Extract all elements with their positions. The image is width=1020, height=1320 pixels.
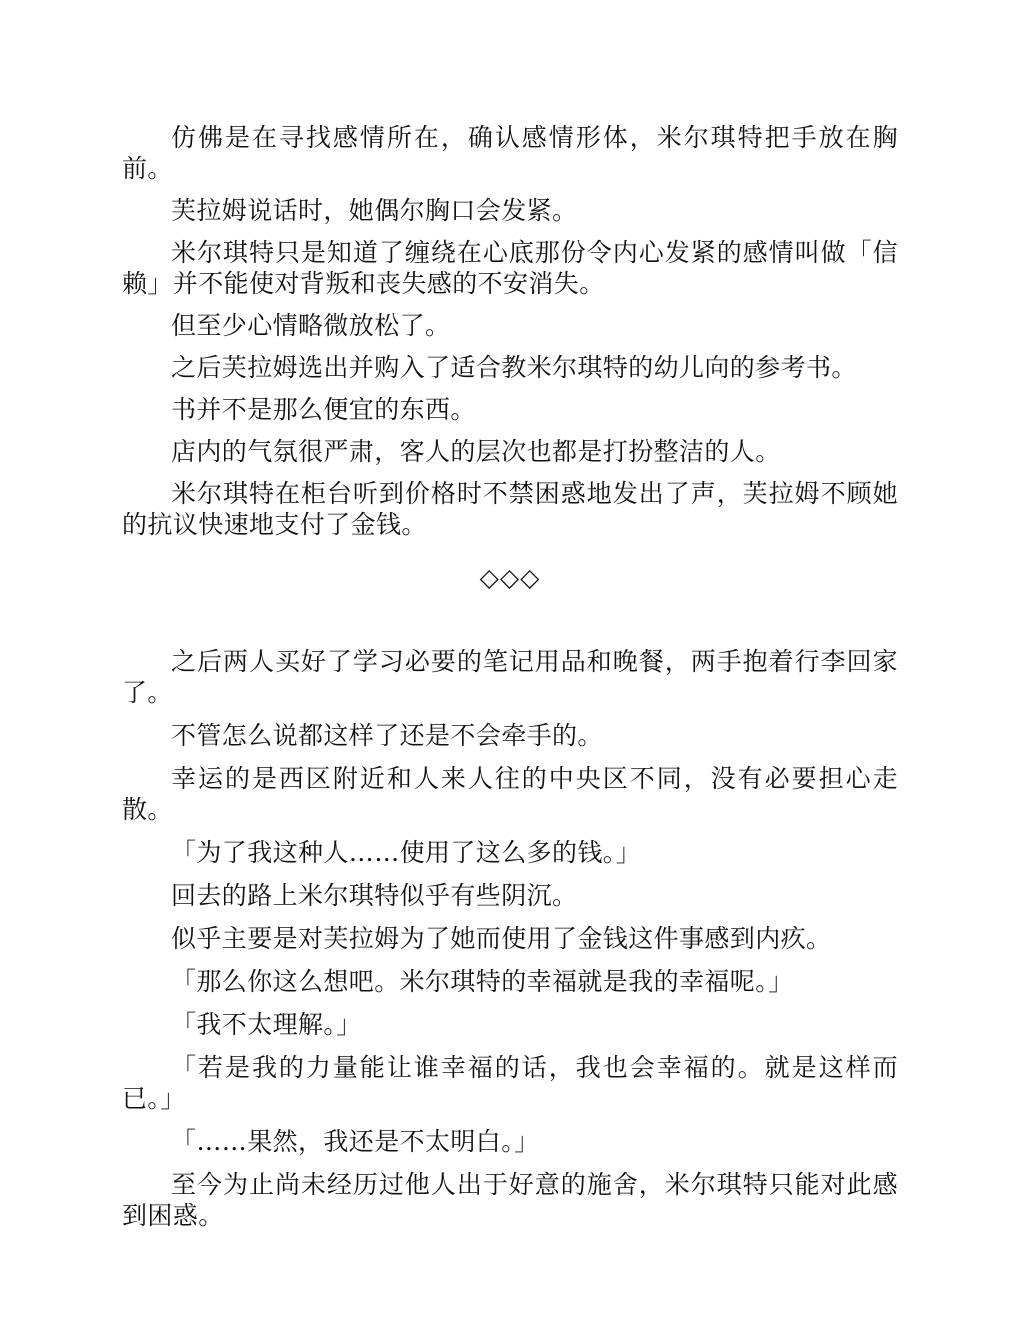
paragraph: 之后芙拉姆选出并购入了适合教米尔琪特的幼儿向的参考书。 — [171, 353, 857, 382]
paragraph: 至今为止尚未经历过他人出于好意的施舍，米尔琪特只能对此感到困惑。 — [122, 1170, 898, 1230]
section-two — [122, 646, 898, 1243]
paragraph: 米尔琪特在柜台听到价格时不禁困惑地发出了声，芙拉姆不顾她的抗议快速地支付了金钱。 — [122, 479, 898, 539]
dialogue-line: 「为了我这种人……使用了这么多的钱。」 — [171, 838, 642, 867]
paragraph: 但至少心情略微放松了。 — [171, 311, 451, 340]
dialogue-line: 「我不太理解。」 — [171, 1010, 362, 1039]
paragraph: 书并不是那么便宜的东西。 — [171, 395, 476, 424]
paragraph: 回去的路上米尔琪特似乎有些阴沉。 — [171, 881, 578, 910]
paragraph: 似乎主要是对芙拉姆为了她而使用了金钱这件事感到内疚。 — [171, 924, 832, 953]
paragraph: 不管怎么说都这样了还是不会牵手的。 — [171, 721, 603, 750]
paragraph: 仿佛是在寻找感情所在，确认感情形体，米尔琪特把手放在胸前。 — [122, 123, 898, 183]
dialogue-line: 「……果然，我还是不太明白。」 — [171, 1127, 540, 1156]
section-one — [122, 122, 898, 551]
dialogue-line: 「那么你这么想吧。米尔琪特的幸福就是我的幸福呢。」 — [171, 967, 794, 996]
paragraph: 芙拉姆说话时，她偶尔胸口会发紧。 — [171, 196, 578, 225]
paragraph: 米尔琪特只是知道了缠绕在心底那份令内心发紧的感情叫做「信赖」并不能使对背叛和丧失感的不安消失。 — [122, 238, 898, 298]
paragraph: 幸运的是西区附近和人来人往的中央区不同，没有必要担心走散。 — [122, 764, 898, 824]
paragraph: 之后两人买好了学习必要的笔记用品和晚餐，两手抱着行李回家了。 — [122, 647, 898, 707]
paragraph: 店内的气氛很严肃，客人的层次也都是打扮整洁的人。 — [171, 437, 781, 466]
dialogue-line: 「若是我的力量能让谁幸福的话，我也会幸福的。就是这样而已。」 — [122, 1053, 898, 1113]
section-divider: ◇◇◇ — [479, 563, 541, 592]
